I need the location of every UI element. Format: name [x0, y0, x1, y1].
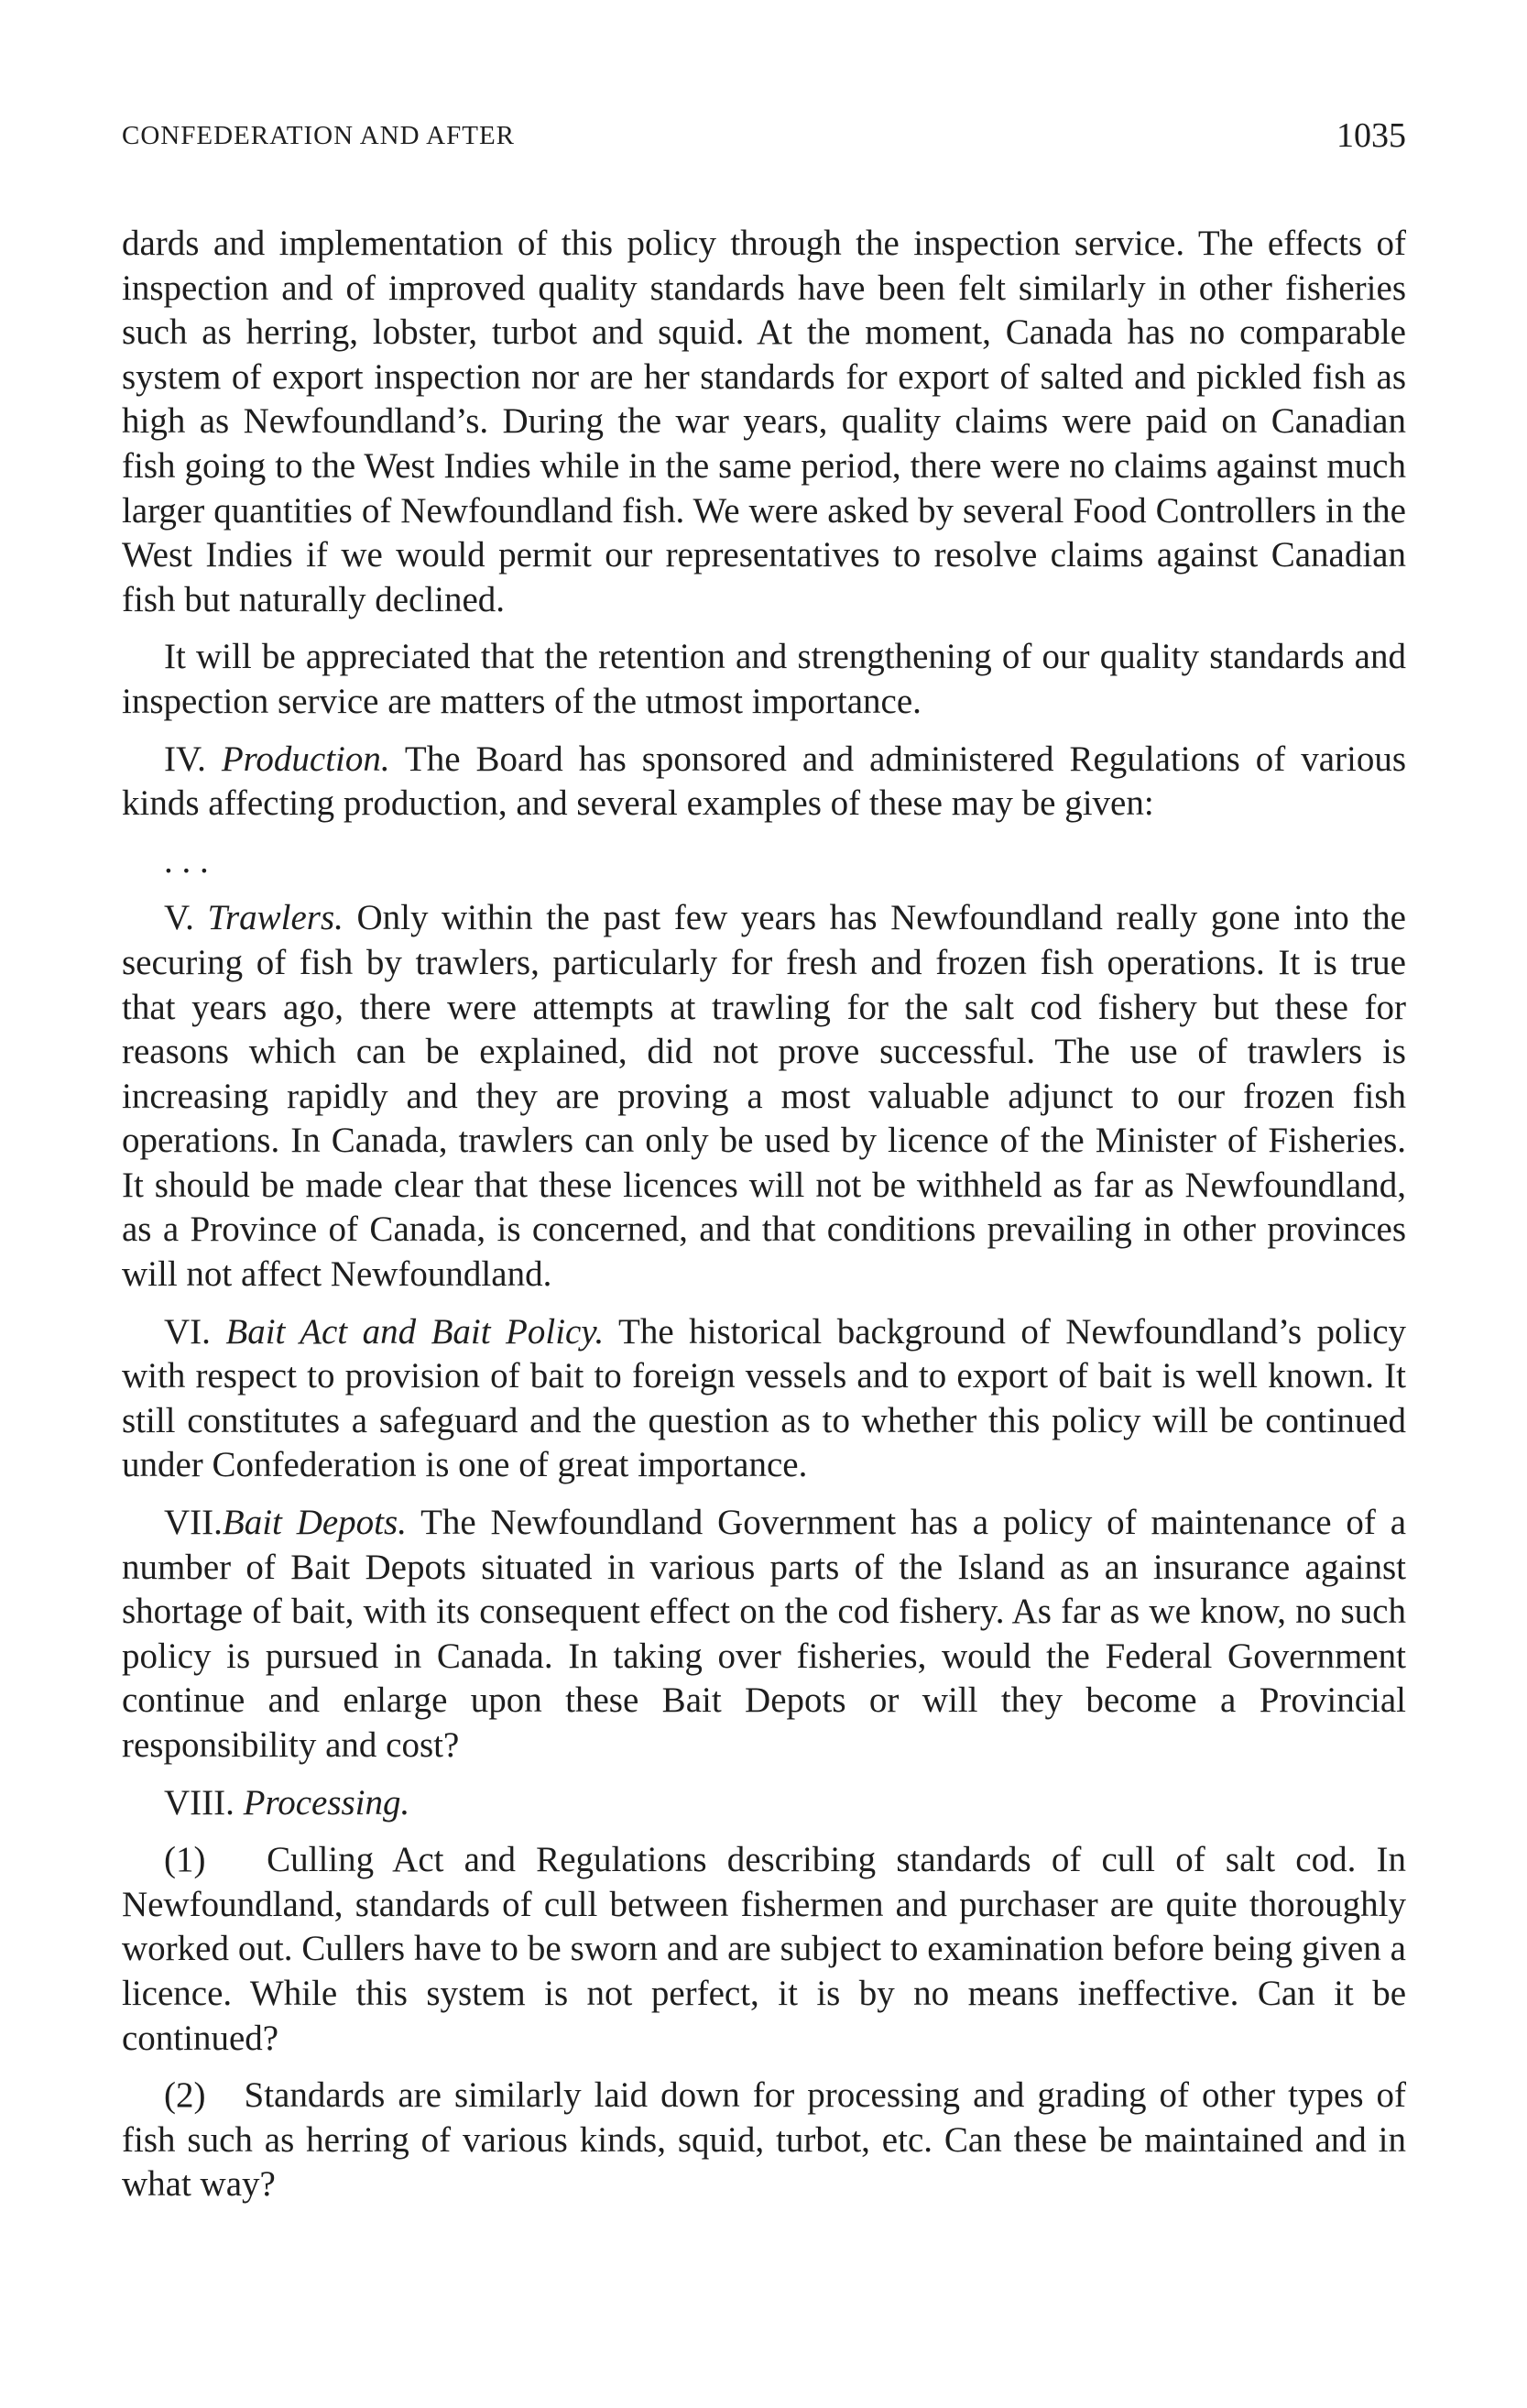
- section-vii-bait-depots: [122, 1501, 1406, 1768]
- section-heading: Production.: [221, 739, 390, 779]
- page-number: 1035: [1336, 116, 1406, 155]
- body-text: [122, 222, 1406, 2207]
- running-header: [122, 117, 1406, 161]
- section-vi-bait-act: [122, 1310, 1406, 1488]
- paragraph-text: Standards are similarly laid down for processing and grading of other types of fish such as herring of various kinds, squid, turbot, etc. Can these be maintained and in what way?: [122, 2075, 1406, 2205]
- ellipsis-text: . . .: [164, 840, 209, 881]
- section-label: V.: [164, 898, 194, 938]
- paragraph-text: dards and implementation of this policy through the inspection service. The effects of inspection and of improved quality standards have been felt similarly in other fisheries such as herring, lobster, turbot and squid. At the moment, Canada has no comparable system of export inspection nor are her standards for export of salted and pickled fish as high as Newfoundland’s. During the war years, quality claims were paid on Canadian fish going to the West Indies while in the same period, there were no claims against much larger quantities of Newfoundland fish. We were asked by several Food Controllers in the West Indies if we would permit our representatives to resolve claims against Canadian fish but naturally declined.: [122, 224, 1406, 619]
- section-heading: Trawlers.: [207, 898, 344, 938]
- paragraph-quality-standards: [122, 635, 1406, 724]
- running-title: CONFEDERATION AND AFTER: [122, 121, 516, 150]
- subsection-2-standards: [122, 2074, 1406, 2207]
- paragraph-text: Culling Act and Regulations describing standards of cull of salt cod. In Newfoundland, standards of cull between fishermen and purchaser are quite thoroughly worked out. Cullers have to be sworn and are subject to examination before being given a licence. While this system is not perfect, it is by no means ineffective. Can it be continued?: [122, 1840, 1407, 2058]
- section-label: VII.: [164, 1503, 223, 1543]
- subsection-1-culling: [122, 1838, 1406, 2061]
- paragraph-continuation: [122, 222, 1406, 622]
- omission-ellipsis: [122, 839, 1406, 884]
- paragraph-text: The historical background of Newfoundland’s policy with respect to provision of bait to foreign vessels and to export of bait is well known. It still constitutes a safeguard and the question as to whether this policy will be continued under Confederation is one of great importance.: [122, 1311, 1407, 1485]
- paragraph-text: The Newfoundland Government has a policy of maintenance of a number of Bait Depots situated in various parts of the Island as an insurance against shortage of bait, with its consequent effect on the cod fishery. As far as we know, no such policy is pursued in Canada. In taking over fisheries, would the Federal Government continue and enlarge upon these Bait Depots or will they become a Provincial responsibility and cost?: [122, 1503, 1406, 1765]
- subsection-label: (1): [164, 1840, 206, 1880]
- section-viii-processing: [122, 1781, 1406, 1826]
- section-label: VI.: [164, 1311, 211, 1352]
- section-label: IV.: [164, 739, 206, 779]
- document-page: [122, 117, 1406, 2220]
- paragraph-text: Only within the past few years has Newfoundland really gone into the securing of fish by trawlers, particularly for fresh and frozen fish operations. It is true that years ago, there were attempts at trawling for the salt cod fishery but these for reasons which can be explained, did not prove successful. The use of trawlers is increasing rapidly and they are proving a most valuable adjunct to our frozen fish operations. In Canada, trawlers can only be used by licence of the Minister of Fisheries. It should be made clear that these licences will not be withheld as far as Newfoundland, as a Province of Canada, is concerned, and that conditions prevailing in other provinces will not affect Newfoundland.: [122, 898, 1406, 1295]
- paragraph-text: The Board has sponsored and administered Regulations of various kinds affecting production, and several examples of these may be given:: [122, 739, 1407, 824]
- subsection-label: (2): [164, 2075, 206, 2116]
- section-label: VIII.: [164, 1782, 235, 1822]
- section-v-trawlers: [122, 896, 1406, 1297]
- section-heading: Bait Act and Bait Policy.: [225, 1311, 605, 1352]
- section-heading: Processing.: [243, 1782, 410, 1822]
- paragraph-text: It will be appreciated that the retention and strengthening of our quality standards and inspection service are matters of the utmost importance.: [122, 637, 1406, 721]
- section-heading: Bait Depots.: [222, 1503, 407, 1543]
- section-iv-production: [122, 738, 1406, 826]
